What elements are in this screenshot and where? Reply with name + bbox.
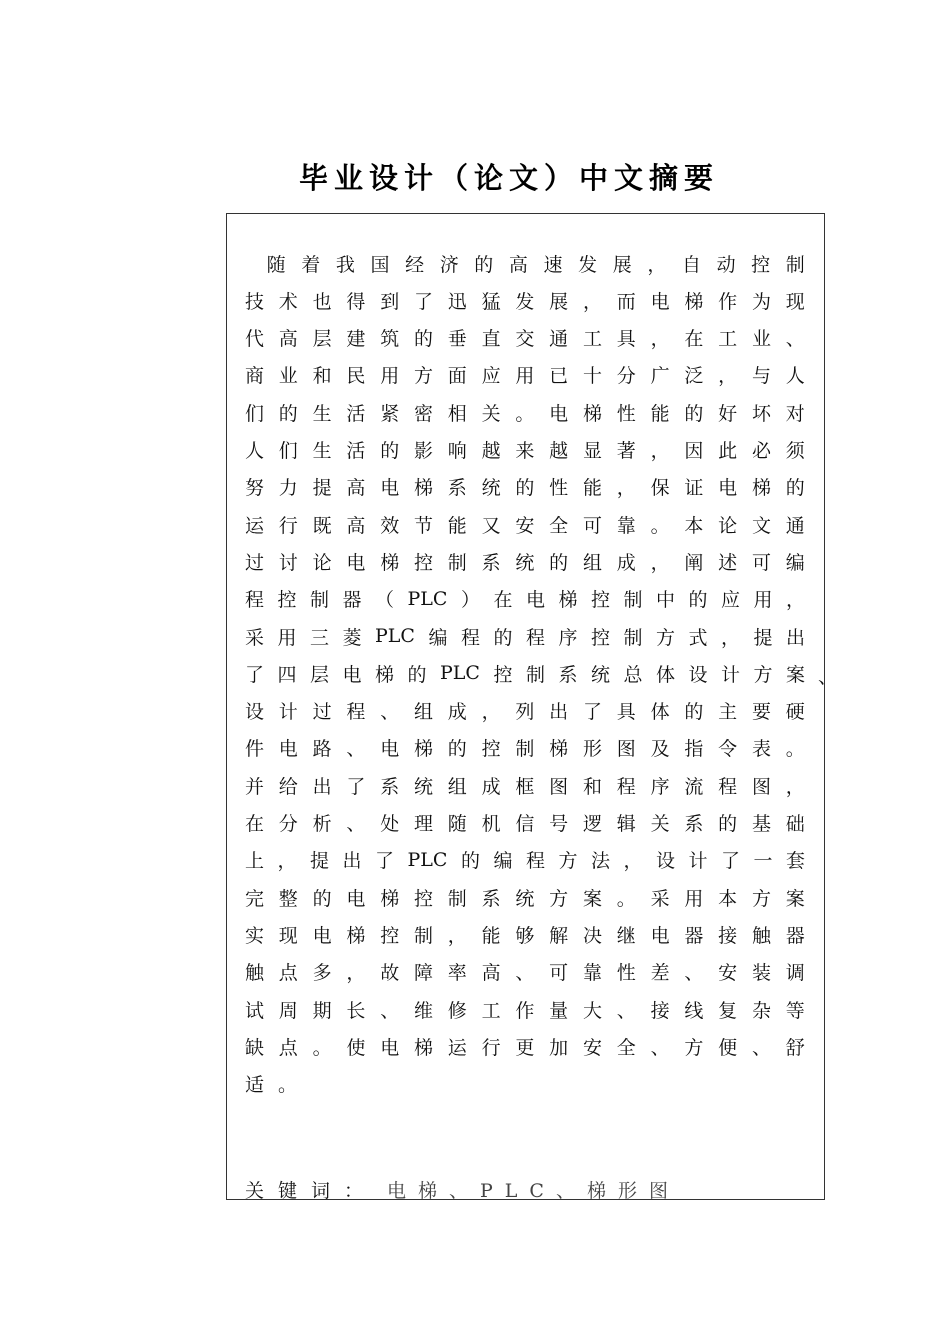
abstract-line: 随 着 我 国 经 济 的 高 速 发 展 ， 自 动 控 制 [266,253,805,276]
abstract-line: 人 们 生 活 的 影 响 越 来 越 显 著 ， 因 此 必 须 [245,440,805,462]
abstract-line: 实 现 电 梯 控 制 ， 能 够 解 决 继 电 器 接 触 器 [245,924,805,947]
abstract-line: 触 点 多 ， 故 障 率 高 、 可 靠 性 差 、 安 装 调 [245,962,805,985]
keywords-value: 电梯、PLC、梯形图 [387,1179,680,1202]
abstract-line: 上 ， 提 出 了 PLC 的 编 程 方 法 ， 设 计 了 一 套 [245,848,805,873]
abstract-line: 采 用 三 菱 PLC 编 程 的 程 序 控 制 方 式 ， 提 出 [245,625,805,649]
abstract-line: 缺 点 。 使 电 梯 运 行 更 加 安 全 、 方 便 、 舒 [245,1036,805,1059]
keywords-label: 关键词： [245,1179,378,1202]
abstract-line: 并 给 出 了 系 统 组 成 框 图 和 程 序 流 程 图 ， [245,775,805,798]
abstract-line: 适 。 [245,1074,298,1097]
abstract-line: 设 计 过 程 、 组 成 ， 列 出 了 具 体 的 主 要 硬 [245,701,805,724]
abstract-line: 在 分 析 、 处 理 随 机 信 号 逻 辑 关 系 的 基 础 [245,813,805,835]
abstract-line: 过 讨 论 电 梯 控 制 系 统 的 组 成 ， 阐 述 可 编 [245,551,805,574]
abstract-line: 件 电 路 、 电 梯 的 控 制 梯 形 图 及 指 令 表 。 [245,738,805,761]
overflow-punctuation: 、 [818,666,838,688]
page-title: 毕业设计（论文）中文摘要 [298,161,719,195]
abstract-line: 商 业 和 民 用 方 面 应 用 已 十 分 广 泛 ， 与 人 [245,365,805,388]
abstract-line: 努 力 提 高 电 梯 系 统 的 性 能 ， 保 证 电 梯 的 [245,477,805,500]
abstract-line: 代 高 层 建 筑 的 垂 直 交 通 工 具 ， 在 工 业 、 [245,328,805,351]
abstract-line: 了 四 层 电 梯 的 PLC 控 制 系 统 总 体 设 计 方 案 [245,662,805,686]
abstract-line: 技 术 也 得 到 了 迅 猛 发 展 ， 而 电 梯 作 为 现 [245,290,805,313]
abstract-line: 程 控 制 器 （ PLC ） 在 电 梯 控 制 中 的 应 用 ， [245,587,805,612]
abstract-line: 试 周 期 长 、 维 修 工 作 量 大 、 接 线 复 杂 等 [245,999,805,1022]
keywords-line [245,1174,680,1204]
abstract-line: 运 行 既 高 效 节 能 又 安 全 可 靠 。 本 论 文 通 [245,514,805,537]
abstract-line: 完 整 的 电 梯 控 制 系 统 方 案 。 采 用 本 方 案 [245,887,805,910]
abstract-line: 们 的 生 活 紧 密 相 关 。 电 梯 性 能 的 好 坏 对 [245,402,805,425]
